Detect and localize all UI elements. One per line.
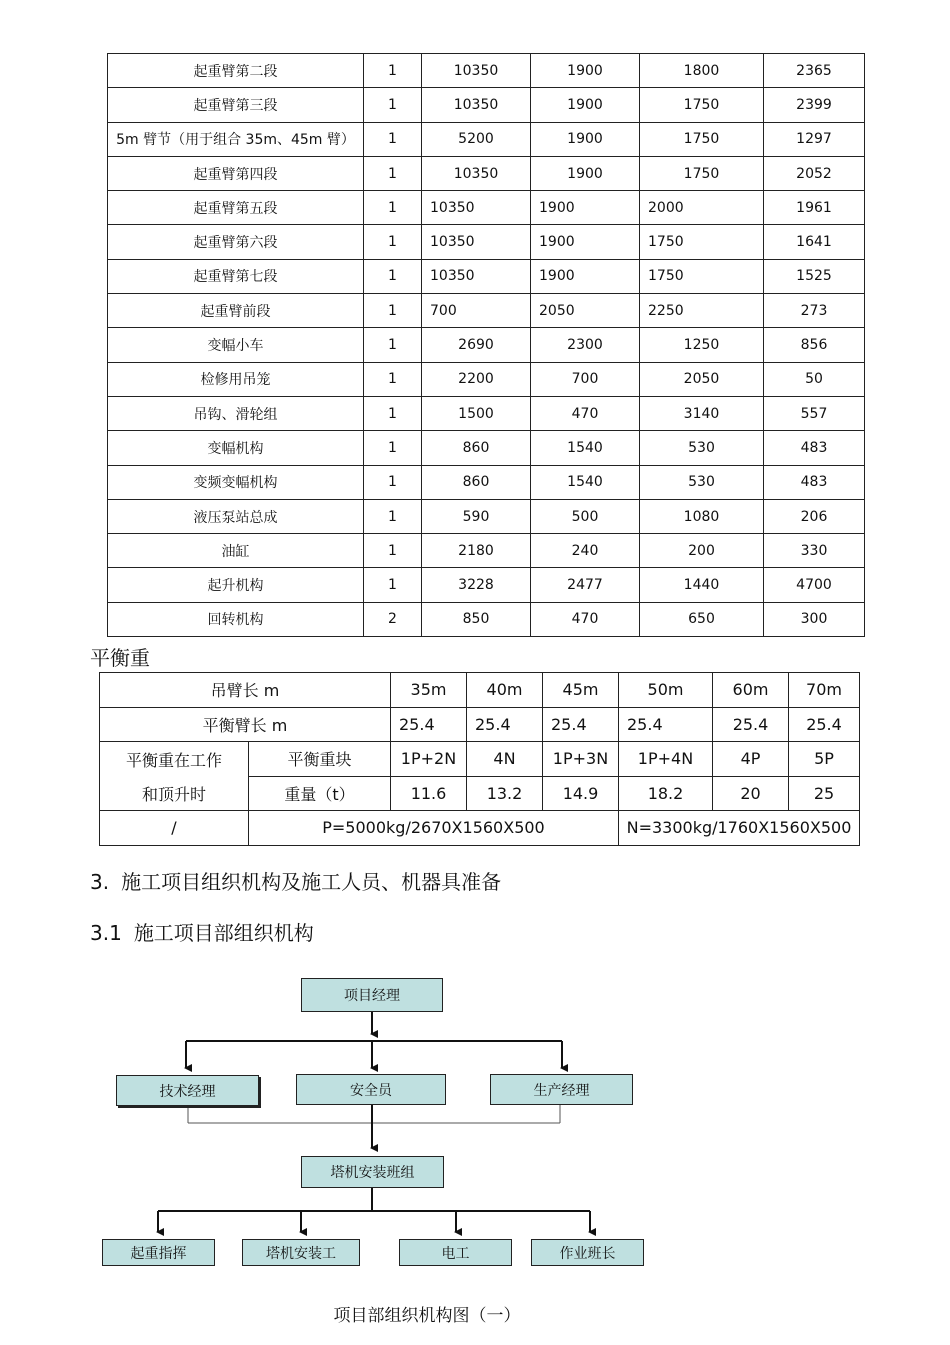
arm-length-cell: 25.4 xyxy=(391,707,467,742)
length-cell: 860 xyxy=(422,465,531,499)
width-cell: 2477 xyxy=(531,568,640,602)
length-cell: 2690 xyxy=(422,328,531,362)
counterweight-heading: 平衡重 xyxy=(90,646,150,670)
table-row xyxy=(108,431,865,465)
lift-commander-box: 起重指挥 xyxy=(102,1239,215,1266)
quantity-cell: 1 xyxy=(364,191,422,225)
quantity-cell: 1 xyxy=(364,328,422,362)
quantity-cell: 1 xyxy=(364,259,422,293)
length-cell: 3228 xyxy=(422,568,531,602)
quantity-cell: 1 xyxy=(364,431,422,465)
quantity-cell: 1 xyxy=(364,122,422,156)
width-cell: 1540 xyxy=(531,465,640,499)
weight-cell: 25 xyxy=(789,776,860,811)
quantity-cell: 1 xyxy=(364,88,422,122)
jib-length-row xyxy=(100,673,860,708)
weight-cell: 2052 xyxy=(764,156,865,190)
table-row xyxy=(108,156,865,190)
width-cell: 1900 xyxy=(531,225,640,259)
width-cell: 1900 xyxy=(531,259,640,293)
length-cell: 860 xyxy=(422,431,531,465)
height-cell: 650 xyxy=(640,602,764,636)
component-name-cell: 回转机构 xyxy=(108,602,364,636)
height-cell: 2050 xyxy=(640,362,764,396)
block-cell: 1P+3N xyxy=(543,742,619,777)
height-cell: 1080 xyxy=(640,499,764,533)
length-cell: 10350 xyxy=(422,225,531,259)
quantity-cell: 1 xyxy=(364,499,422,533)
project-manager-box: 项目经理 xyxy=(301,978,443,1012)
quantity-cell: 1 xyxy=(364,294,422,328)
components-table xyxy=(107,53,865,637)
components-table-body xyxy=(108,54,865,637)
width-cell: 1900 xyxy=(531,54,640,88)
length-cell: 10350 xyxy=(422,88,531,122)
component-name-cell: 油缸 xyxy=(108,534,364,568)
install-team-box: 塔机安装班组 xyxy=(301,1156,444,1188)
safety-officer-box: 安全员 xyxy=(296,1074,446,1105)
table-row xyxy=(108,602,865,636)
installer-box: 塔机安装工 xyxy=(242,1239,360,1266)
block-cell: 4P xyxy=(713,742,789,777)
block-row xyxy=(100,742,860,777)
component-name-cell: 吊钩、滑轮组 xyxy=(108,396,364,430)
block-cell: 5P xyxy=(789,742,860,777)
height-cell: 530 xyxy=(640,465,764,499)
n-spec-cell: N=3300kg/1760X1560X500 xyxy=(619,811,860,846)
height-cell: 2000 xyxy=(640,191,764,225)
height-cell: 1750 xyxy=(640,259,764,293)
length-cell: 5200 xyxy=(422,122,531,156)
length-cell: 1500 xyxy=(422,396,531,430)
weight-cell: 206 xyxy=(764,499,865,533)
quantity-cell: 2 xyxy=(364,602,422,636)
width-cell: 1900 xyxy=(531,156,640,190)
block-cell: 1P+2N xyxy=(391,742,467,777)
team-leader-box: 作业班长 xyxy=(531,1239,644,1266)
weight-cell: 330 xyxy=(764,534,865,568)
component-name-cell: 5m 臂节（用于组合 35m、45m 臂） xyxy=(108,122,364,156)
block-label: 平衡重块 xyxy=(249,742,391,777)
height-cell: 1440 xyxy=(640,568,764,602)
block-cell: 1P+4N xyxy=(619,742,713,777)
tech-manager-box: 技术经理 xyxy=(116,1075,259,1106)
width-cell: 700 xyxy=(531,362,640,396)
component-name-cell: 检修用吊笼 xyxy=(108,362,364,396)
width-cell: 2050 xyxy=(531,294,640,328)
quantity-cell: 1 xyxy=(364,568,422,602)
weight-cell: 1961 xyxy=(764,191,865,225)
table-row xyxy=(108,88,865,122)
electrician-box: 电工 xyxy=(399,1239,512,1266)
weight-cell: 1297 xyxy=(764,122,865,156)
height-cell: 1750 xyxy=(640,88,764,122)
width-cell: 1540 xyxy=(531,431,640,465)
width-cell: 240 xyxy=(531,534,640,568)
quantity-cell: 1 xyxy=(364,156,422,190)
quantity-cell: 1 xyxy=(364,362,422,396)
weight-row xyxy=(100,776,860,811)
weight-cell: 18.2 xyxy=(619,776,713,811)
height-cell: 200 xyxy=(640,534,764,568)
table-row xyxy=(108,122,865,156)
jib-length-label: 吊臂长 m xyxy=(100,673,391,708)
arm-length-cell: 25.4 xyxy=(543,707,619,742)
component-name-cell: 液压泵站总成 xyxy=(108,499,364,533)
width-cell: 1900 xyxy=(531,191,640,225)
table-row xyxy=(108,568,865,602)
weight-cell: 2365 xyxy=(764,54,865,88)
weight-cell: 1525 xyxy=(764,259,865,293)
quantity-cell: 1 xyxy=(364,225,422,259)
length-cell: 590 xyxy=(422,499,531,533)
section-number: 3. xyxy=(90,870,110,894)
jib-length-cell: 40m xyxy=(467,673,543,708)
table-row xyxy=(108,54,865,88)
weight-cell: 273 xyxy=(764,294,865,328)
quantity-cell: 1 xyxy=(364,534,422,568)
height-cell: 530 xyxy=(640,431,764,465)
table-row xyxy=(108,362,865,396)
table-row xyxy=(108,396,865,430)
counterweight-table xyxy=(99,672,860,846)
length-cell: 2200 xyxy=(422,362,531,396)
arm-length-cell: 25.4 xyxy=(713,707,789,742)
arm-length-cell: 25.4 xyxy=(467,707,543,742)
table-row xyxy=(108,259,865,293)
table-row xyxy=(108,225,865,259)
table-row xyxy=(108,191,865,225)
jib-length-cell: 70m xyxy=(789,673,860,708)
length-cell: 10350 xyxy=(422,156,531,190)
jib-length-cell: 45m xyxy=(543,673,619,708)
component-name-cell: 起重臂前段 xyxy=(108,294,364,328)
component-name-cell: 变幅小车 xyxy=(108,328,364,362)
weight-cell: 483 xyxy=(764,465,865,499)
org-chart-caption: 项目部组织机构图（一） xyxy=(333,1306,521,1326)
weight-cell: 20 xyxy=(713,776,789,811)
weight-cell: 4700 xyxy=(764,568,865,602)
width-cell: 470 xyxy=(531,602,640,636)
quantity-cell: 1 xyxy=(364,465,422,499)
table-row xyxy=(108,328,865,362)
table-row xyxy=(108,534,865,568)
component-name-cell: 起重臂第三段 xyxy=(108,88,364,122)
component-name-cell: 起重臂第二段 xyxy=(108,54,364,88)
height-cell: 1800 xyxy=(640,54,764,88)
table-row xyxy=(108,465,865,499)
component-name-cell: 起升机构 xyxy=(108,568,364,602)
weight-cell: 300 xyxy=(764,602,865,636)
width-cell: 2300 xyxy=(531,328,640,362)
weight-cell: 50 xyxy=(764,362,865,396)
height-cell: 1750 xyxy=(640,156,764,190)
length-cell: 10350 xyxy=(422,259,531,293)
table-row xyxy=(108,294,865,328)
length-cell: 850 xyxy=(422,602,531,636)
section-3-1-heading xyxy=(90,917,314,946)
section-title: 施工项目组织机构及施工人员、机器具准备 xyxy=(121,870,502,894)
weight-cell: 11.6 xyxy=(391,776,467,811)
component-name-cell: 变幅机构 xyxy=(108,431,364,465)
width-cell: 470 xyxy=(531,396,640,430)
weight-cell: 483 xyxy=(764,431,865,465)
table-row xyxy=(108,499,865,533)
height-cell: 2250 xyxy=(640,294,764,328)
width-cell: 500 xyxy=(531,499,640,533)
length-cell: 10350 xyxy=(422,54,531,88)
height-cell: 1750 xyxy=(640,122,764,156)
component-name-cell: 变频变幅机构 xyxy=(108,465,364,499)
weight-cell: 1641 xyxy=(764,225,865,259)
component-name-cell: 起重臂第五段 xyxy=(108,191,364,225)
height-cell: 3140 xyxy=(640,396,764,430)
quantity-cell: 1 xyxy=(364,54,422,88)
weight-label: 重量（t） xyxy=(249,776,391,811)
jib-length-cell: 50m xyxy=(619,673,713,708)
width-cell: 1900 xyxy=(531,122,640,156)
spec-row xyxy=(100,811,860,846)
component-name-cell: 起重臂第六段 xyxy=(108,225,364,259)
production-manager-box: 生产经理 xyxy=(490,1074,633,1105)
jib-length-cell: 35m xyxy=(391,673,467,708)
weight-cell: 14.9 xyxy=(543,776,619,811)
jib-length-cell: 60m xyxy=(713,673,789,708)
weight-cell: 13.2 xyxy=(467,776,543,811)
component-name-cell: 起重臂第四段 xyxy=(108,156,364,190)
arm-length-row xyxy=(100,707,860,742)
length-cell: 10350 xyxy=(422,191,531,225)
height-cell: 1750 xyxy=(640,225,764,259)
quantity-cell: 1 xyxy=(364,396,422,430)
weight-cell: 557 xyxy=(764,396,865,430)
component-name-cell: 起重臂第七段 xyxy=(108,259,364,293)
length-cell: 700 xyxy=(422,294,531,328)
arm-length-label: 平衡臂长 m xyxy=(100,707,391,742)
p-spec-cell: P=5000kg/2670X1560X500 xyxy=(249,811,619,846)
group-label-line1: 平衡重在工作 xyxy=(100,742,249,777)
section-number: 3.1 xyxy=(90,921,122,945)
section-title: 施工项目部组织机构 xyxy=(133,921,314,945)
arm-length-cell: 25.4 xyxy=(619,707,713,742)
block-cell: 4N xyxy=(467,742,543,777)
arm-length-cell: 25.4 xyxy=(789,707,860,742)
length-cell: 2180 xyxy=(422,534,531,568)
group-label-line2: 和顶升时 xyxy=(100,776,249,811)
section-3-heading xyxy=(90,866,501,895)
slash-cell: / xyxy=(100,811,249,846)
height-cell: 1250 xyxy=(640,328,764,362)
weight-cell: 856 xyxy=(764,328,865,362)
weight-cell: 2399 xyxy=(764,88,865,122)
width-cell: 1900 xyxy=(531,88,640,122)
